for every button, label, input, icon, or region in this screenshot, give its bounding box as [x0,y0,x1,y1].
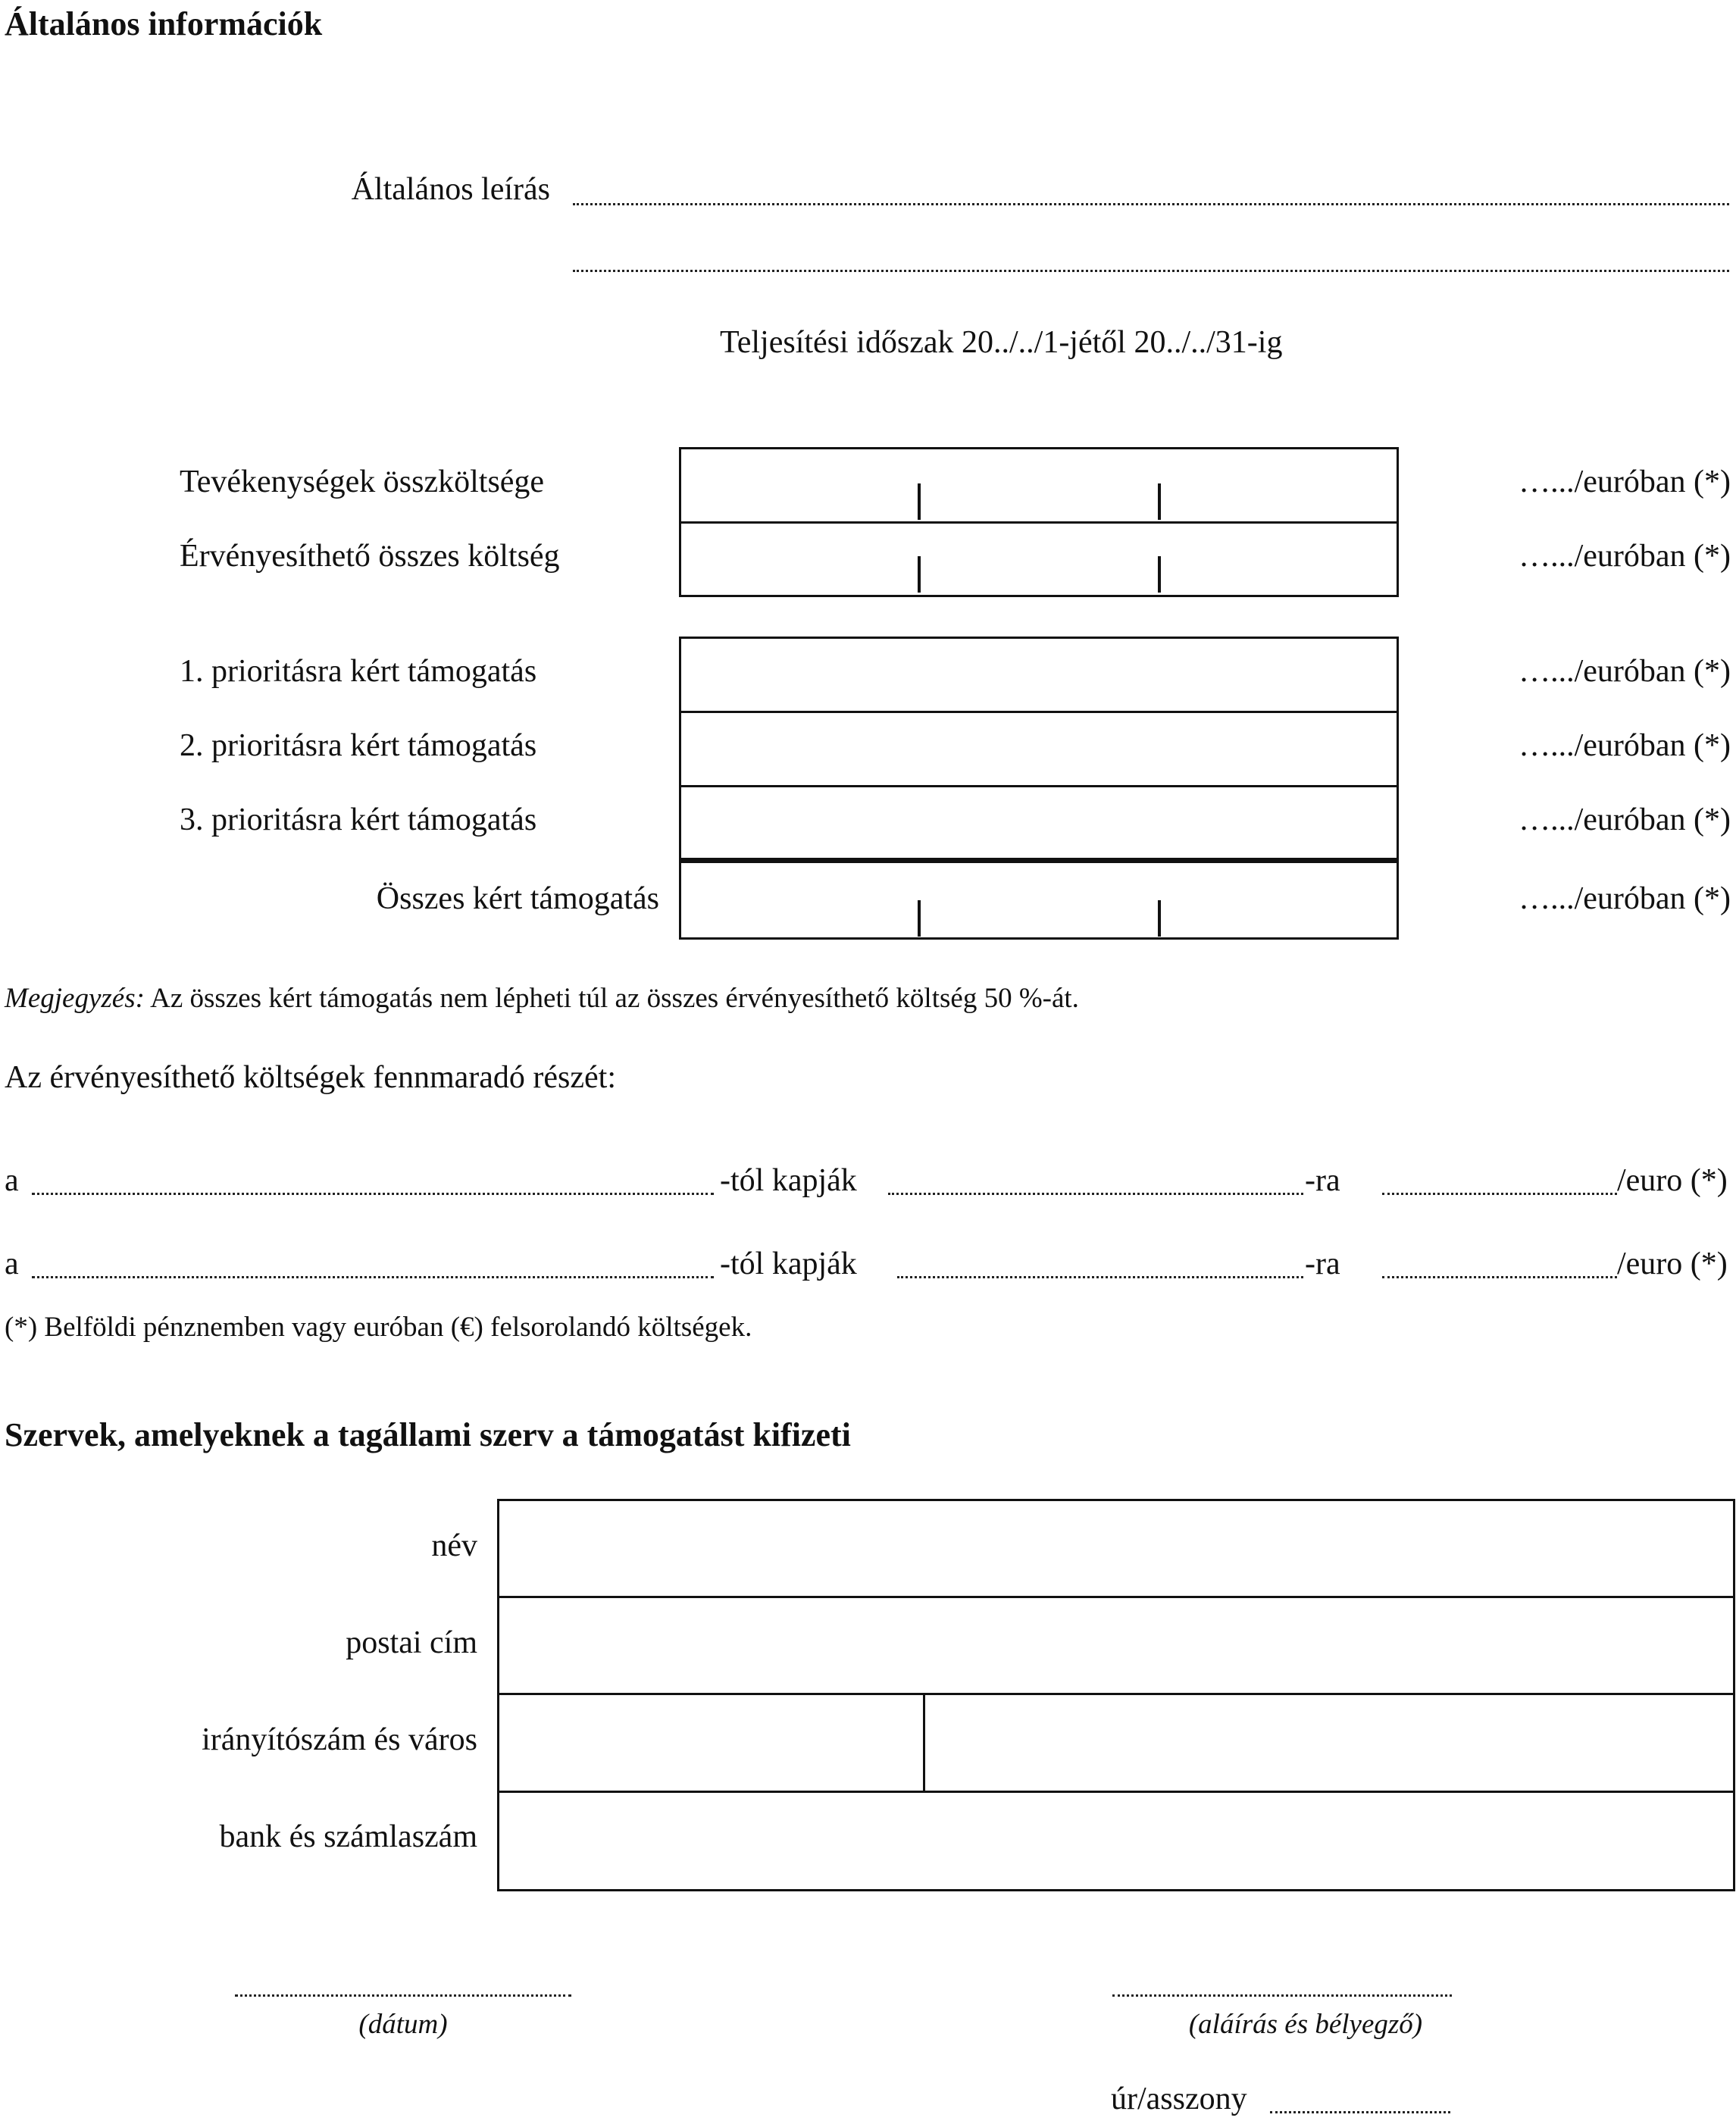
section-title-payee: Szervek, amelyeknek a tagállami szerv a támogatást kifizeti [5,1416,851,1453]
digit-separator [918,900,921,937]
note-label: Megjegyzés: [5,983,145,1014]
total-cost-field[interactable] [679,447,1399,523]
total-cost-unit: ….../euróban (*) [1519,465,1731,499]
total-requested-unit: ….../euróban (*) [1519,881,1731,916]
remaining-2-amount-field[interactable] [1382,1276,1617,1278]
note [5,982,1079,1015]
eligible-cost-unit: ….../euróban (*) [1519,539,1731,574]
priority-3-label: 3. prioritásra kért támogatás [180,802,537,837]
remaining-1-to-suffix: -ra [1305,1163,1340,1198]
total-cost-label: Tevékenységek összköltsége [180,465,545,499]
remaining-2-to-suffix: -ra [1305,1247,1340,1281]
remaining-1-to-field[interactable] [888,1193,1303,1195]
zip-city-label: irányítószám és város [202,1722,477,1757]
priority-3-unit: ….../euróban (*) [1519,802,1731,837]
date-label: (dátum) [358,2009,448,2040]
total-requested-field[interactable] [679,863,1399,939]
remaining-heading: Az érvényesíthető költségek fennmaradó részét: [5,1060,617,1095]
remaining-1-from-field[interactable] [32,1193,714,1195]
eligible-cost-field[interactable] [679,523,1399,597]
eligible-cost-label: Érvényesíthető összes költség [180,539,560,574]
priority-2-field[interactable] [679,712,1399,785]
priority-2-unit: ….../euróban (*) [1519,728,1731,763]
signature-label: (aláírás és bélyegző) [1188,2009,1423,2040]
description-label: Általános leírás [351,172,550,207]
remaining-2-from-field[interactable] [32,1276,714,1278]
address-label: postai cím [346,1625,477,1660]
bank-label: bank és számlaszám [219,1819,477,1854]
remaining-1-from-suffix: -tól kapják [720,1163,857,1198]
priority-total-divider [679,858,1399,863]
date-field[interactable] [235,1994,571,1997]
remaining-2-prefix: a [5,1247,19,1281]
total-requested-label: Összes kért támogatás [376,881,659,916]
digit-separator [918,556,921,593]
remaining-2-unit: /euro (*) [1617,1247,1728,1281]
title-name-field[interactable] [1270,2111,1450,2113]
digit-separator [1158,900,1161,937]
priority-1-field[interactable] [679,637,1399,711]
city-field[interactable] [925,1695,1733,1791]
signature-field[interactable] [1112,1994,1452,1997]
digit-separator [1158,556,1161,593]
description-line-1[interactable] [573,203,1729,205]
description-line-2[interactable] [573,270,1729,272]
title-label: úr/asszony [1111,2082,1247,2116]
remaining-1-unit: /euro (*) [1617,1163,1728,1198]
bank-field[interactable] [499,1793,1733,1889]
priority-1-label: 1. prioritásra kért támogatás [180,654,537,689]
address-field[interactable] [499,1598,1733,1693]
remaining-2-to-field[interactable] [897,1276,1303,1278]
priority-3-field[interactable] [679,787,1399,858]
section-title-general: Általános információk [5,5,323,42]
remaining-1-amount-field[interactable] [1382,1193,1617,1195]
priority-2-label: 2. prioritásra kért támogatás [180,728,537,763]
remaining-1-prefix: a [5,1163,19,1198]
name-field[interactable] [499,1501,1733,1596]
digit-separator [1158,483,1161,520]
performance-period: Teljesítési időszak 20../../1-jétől 20../../31-ig [720,325,1283,360]
remaining-2-from-suffix: -tól kapják [720,1247,857,1281]
digit-separator [918,483,921,520]
priority-1-unit: ….../euróban (*) [1519,654,1731,689]
name-label: név [431,1528,477,1563]
zip-field[interactable] [499,1695,923,1791]
note-text: Az összes kért támogatás nem lépheti túl az összes érvényesíthető költség 50 %-át. [150,983,1079,1014]
currency-footnote: (*) Belföldi pénznemben vagy euróban (€) felsorolandó költségek. [5,1312,752,1343]
